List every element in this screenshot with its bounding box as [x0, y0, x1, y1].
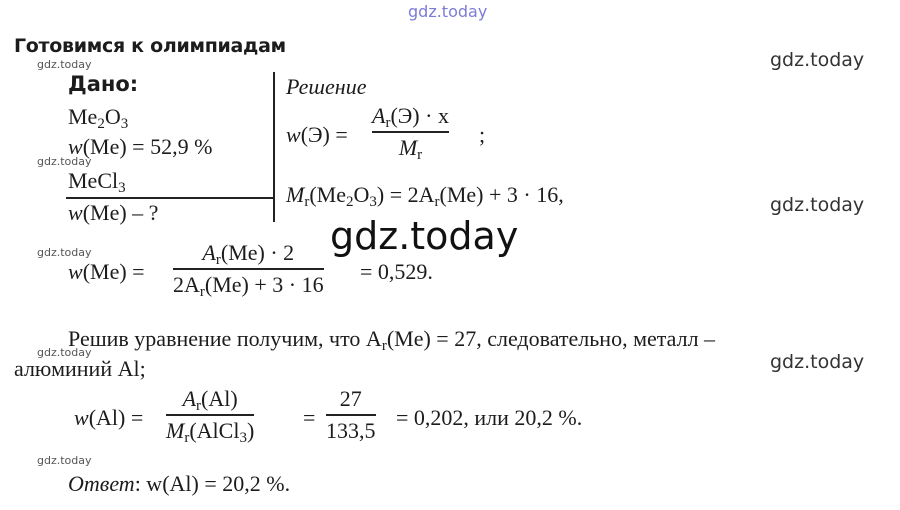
eq2-left: w(Me) = [68, 259, 145, 284]
eq3-fraction-bar [166, 414, 254, 416]
given-mass-fraction: w(Me) = 52,9 % [68, 134, 213, 159]
watermark-center: gdz.today [330, 214, 519, 258]
eq2-numerator: $A_r(Me) \cdot 2$ [202, 240, 295, 268]
eq1-numerator: $A_r(Э) \cdot x$ [372, 103, 449, 131]
eq-molar-mass: $M_r(Me_2O_3) = 2A_r(Me) + 3 \cdot 16$, [286, 182, 564, 210]
given-vertical-divider [273, 72, 275, 222]
eq2-fraction-bar [173, 268, 324, 270]
eq3-fraction2-bar [326, 414, 376, 416]
eq2-right: = 0,529. [360, 259, 433, 284]
watermark-left-4: gdz.today [37, 346, 92, 359]
eq3-numerator2: 27 [339, 386, 362, 411]
eq2-fraction [173, 240, 324, 298]
solution-text-line1: Решив уравнение получим, что $A_r(Me) = 27$, следовательно, металл – [68, 326, 716, 354]
eq3-fraction2 [326, 386, 376, 444]
section-heading: Готовимся к олимпиадам [14, 35, 286, 57]
answer-line: Ответ: w(Al) = 20,2 %. [68, 471, 291, 496]
given-find: w(Me) – ? [68, 200, 159, 225]
eq3-fraction [166, 386, 254, 444]
watermark-right-3: gdz.today [770, 351, 865, 373]
given-label: Дано: [68, 72, 139, 96]
eq3-left: w(Al) = [74, 405, 144, 430]
watermark-left-3: gdz.today [37, 246, 92, 259]
solution-text-line2: алюминий Al; [14, 356, 146, 381]
given-divider [66, 197, 274, 199]
eq3-numerator: $A_r(Al)$ [182, 386, 238, 414]
watermark-top: gdz.today [408, 2, 488, 21]
eq3-mid-equals: = [303, 405, 316, 430]
eq3-denominator2: 133,5 [326, 417, 376, 443]
watermark-left-1: gdz.today [37, 58, 92, 71]
watermark-left-5: gdz.today [37, 454, 92, 467]
eq1-fraction-bar [372, 131, 449, 133]
eq1-denominator: $M_r$ [398, 134, 423, 163]
eq3-denominator: $M_r(AlCl_3)$ [166, 417, 255, 446]
solution-label: Решение [286, 74, 367, 99]
watermark-right-1: gdz.today [770, 49, 865, 71]
watermark-left-2: gdz.today [37, 155, 92, 168]
eq1-left: w(Э) = [286, 122, 348, 147]
eq1-fraction [372, 103, 449, 161]
given-formula-oxide: $Me_2O_3$ [68, 104, 129, 132]
eq2-denominator: $2A_r(Me) + 3 \cdot 16$ [173, 271, 324, 300]
given-formula-chloride: MeCl$_3$ [68, 168, 126, 196]
eq3-right: = 0,202, или 20,2 %. [396, 405, 583, 430]
eq1-tail: ; [479, 122, 486, 147]
watermark-right-2: gdz.today [770, 194, 865, 216]
